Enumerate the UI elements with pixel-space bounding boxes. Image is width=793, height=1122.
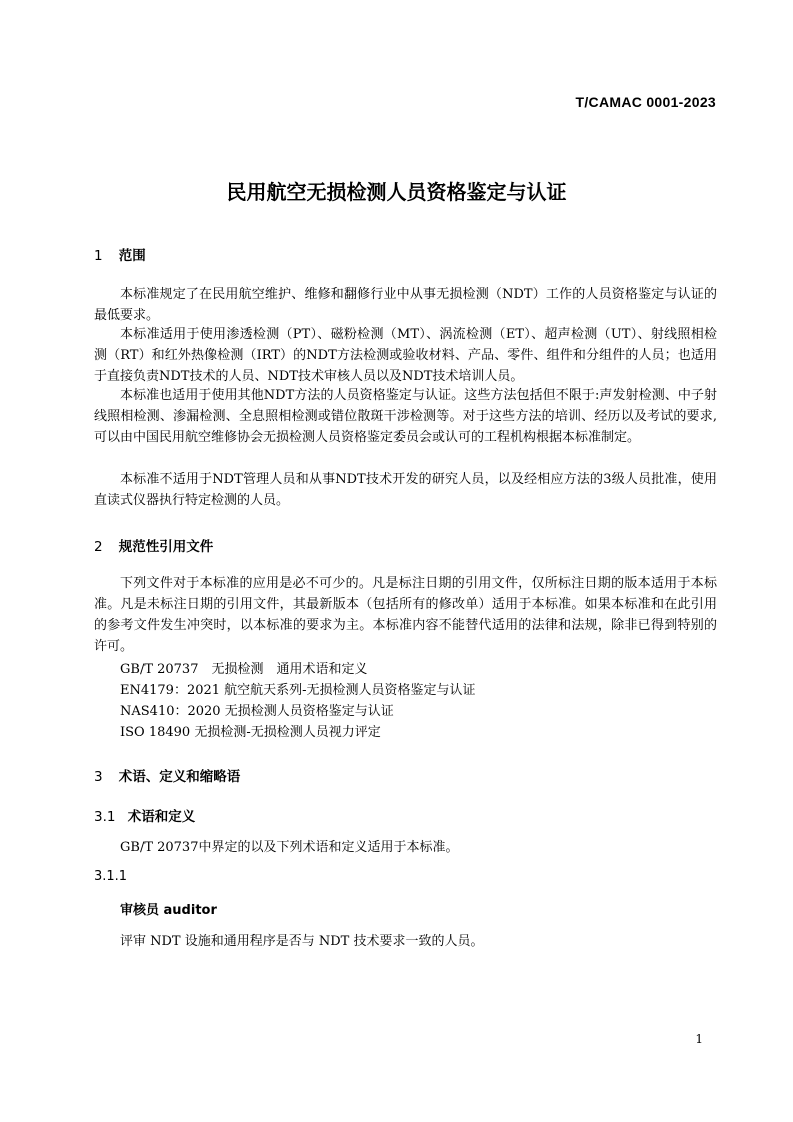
section-title: 规范性引用文件 [118, 539, 214, 555]
term-name: 审核员 auditor [120, 903, 217, 918]
section-title: 范围 [118, 248, 146, 264]
subsection-number: 3.1 [94, 809, 116, 825]
normative-references-paragraph: 下列文件对于本标准的应用是必不可少的。凡是标注日期的引用文件，仅所标注日期的版本适用于本标准。凡是未标注日期的引用文件，其最新版本（包括所有的修改单）适用于本标准。如果本标准和在此引用的参考文件发生冲突时，以本标准的要求为主。本标准内容不能替代适用的法律和法规，除非已得到特别的许可。 [94, 576, 717, 654]
standard-code: T/CAMAC 0001-2023 [575, 94, 716, 110]
scope-paragraph-2: 本标准适用于使用渗透检测（PT）、磁粉检测（MT）、涡流检测（ET）、超声检测（UT）、射线照相检测（RT）和红外热像检测（IRT）的NDT方法检测或验收材料、产品、零件、组件和分组件的人员；也适用于直接负责NDT技术的人员、NDT技术审核人员以及NDT技术培训人员。 [94, 327, 717, 384]
reference-item: NAS410：2020 无损检测人员资格鉴定与认证 [120, 704, 394, 719]
term-number: 3.1.1 [94, 869, 128, 884]
term-definition: 评审 NDT 设施和通用程序是否与 NDT 技术要求一致的人员。 [120, 934, 484, 949]
section-3-heading [94, 765, 240, 785]
subsection-3-1-heading [94, 805, 195, 825]
reference-item: EN4179：2021 航空航天系列-无损检测人员资格鉴定与认证 [120, 683, 476, 698]
reference-item: ISO 18490 无损检测-无损检测人员视力评定 [120, 725, 381, 740]
scope-paragraph-1: 本标准规定了在民用航空维护、维修和翻修行业中从事无损检测（NDT）工作的人员资格鉴定与认证的最低要求。 [94, 287, 717, 323]
reference-item: GB/T 20737 无损检测 通用术语和定义 [120, 662, 368, 677]
section-number: 1 [94, 248, 103, 264]
section-number: 3 [94, 769, 103, 785]
subsection-text: GB/T 20737中界定的以及下列术语和定义适用于本标准。 [120, 840, 459, 855]
scope-paragraph-3: 本标准也适用于使用其他NDT方法的人员资格鉴定与认证。这些方法包括但不限于:声发射检测、中子射线照相检测、渗漏检测、全息照相检测或错位散斑干涉检测等。对于这些方法的培训、经历以及考试的要求,可以由中国民用航空维修协会无损检测人员资格鉴定委员会或认可的工程机构根据本标准制定。 [94, 388, 717, 445]
subsection-title: 术语和定义 [127, 809, 196, 825]
document-title: 民用航空无损检测人员资格鉴定与认证 [226, 180, 567, 204]
scope-paragraph-4: 本标准不适用于NDT管理人员和从事NDT技术开发的研究人员，以及经相应方法的3级人员批准，使用直读式仪器执行特定检测的人员。 [94, 472, 717, 508]
section-number: 2 [94, 539, 103, 555]
page-number: 1 [695, 1032, 703, 1046]
section-2-heading [94, 535, 213, 555]
section-1-heading [94, 244, 146, 264]
section-title: 术语、定义和缩略语 [118, 769, 241, 785]
